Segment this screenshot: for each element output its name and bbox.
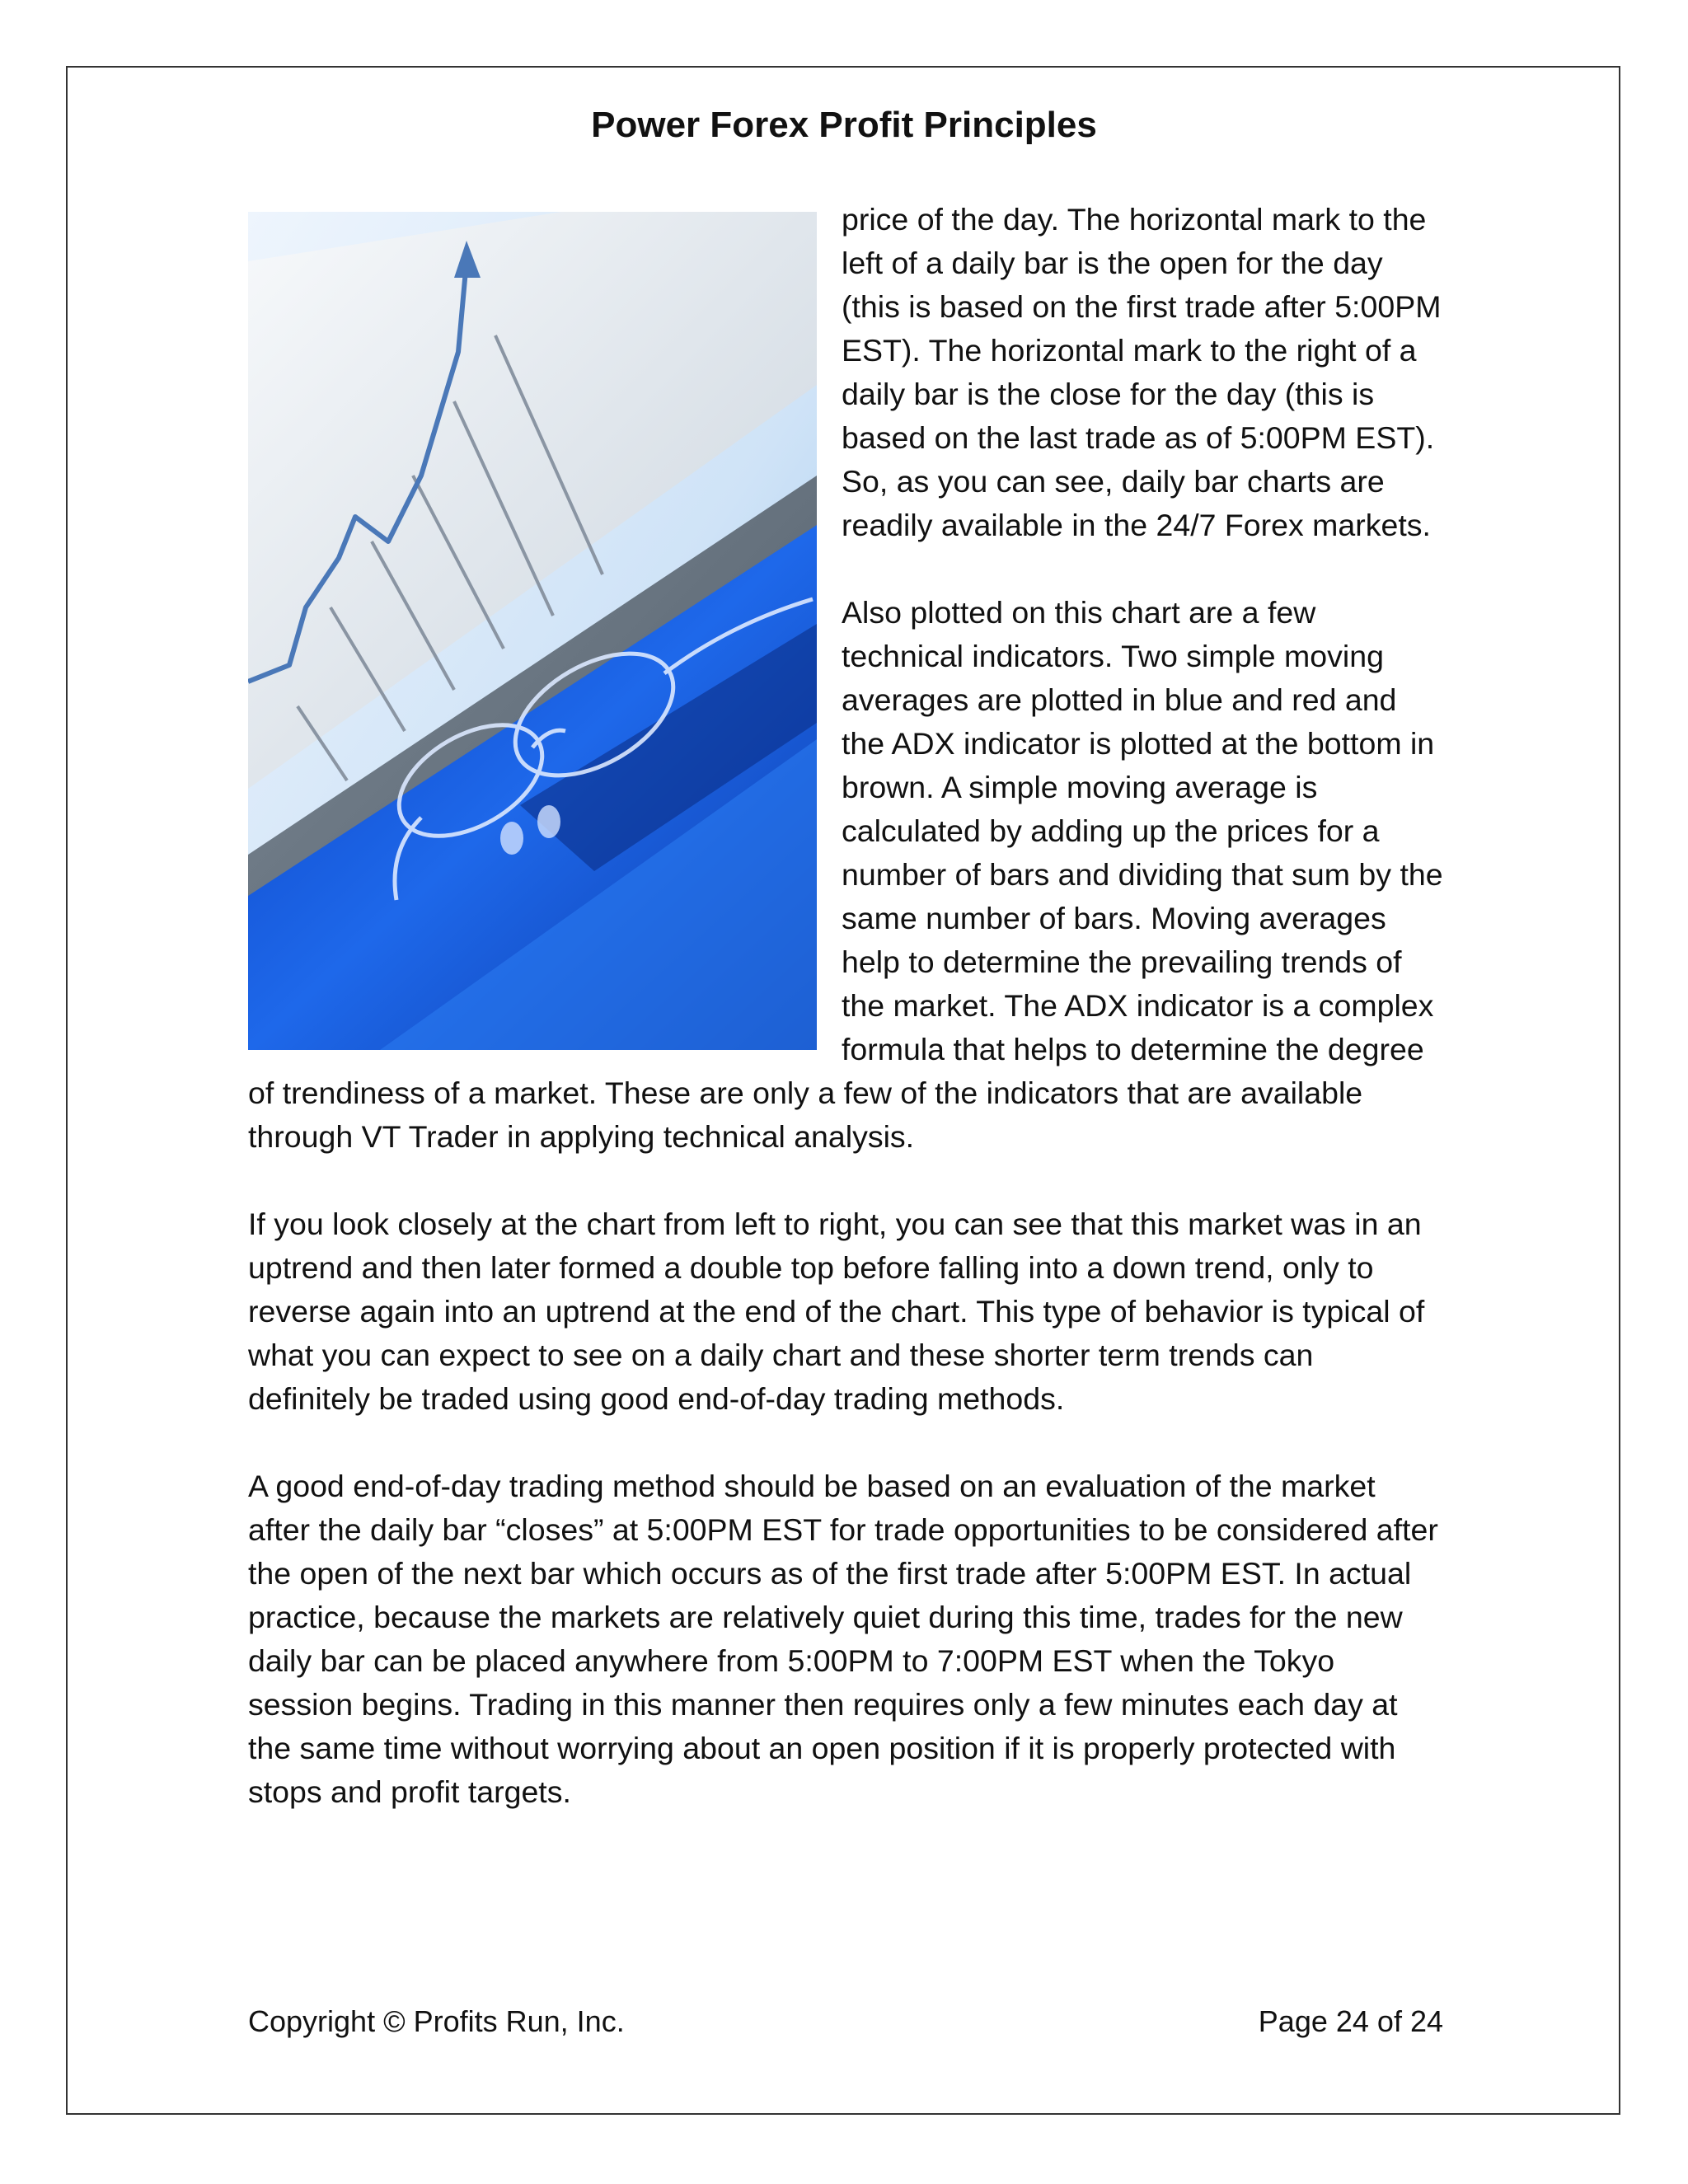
stock-chart-glasses-photo <box>248 212 817 1050</box>
page-title: Power Forex Profit Principles <box>591 105 1097 145</box>
paragraph-trend-analysis: If you look closely at the chart from left to right, you can see that this market was in an uptrend and then later formed a double top before falling into a down trend, only to reverse again into an uptrend at the end of the chart. This type of behavior is typical of what you can expect to see on a daily chart and these shorter term trends can definitely be traded using good end-of-day trading methods. <box>248 1207 1425 1416</box>
paragraph-daily-bars: price of the day. The horizontal mark to the left of a daily bar is the open for the day (this is based on the first trade after 5:00PM EST). The horizontal mark to the right of a daily bar is the close for the day (this is based on the last trade as of 5:00PM EST). So, as you can see, daily bar charts are readily available in the 24/7 Forex markets. <box>842 202 1442 542</box>
paragraph-end-of-day-method: A good end-of-day trading method should be based on an evaluation of the market after the daily bar “closes” at 5:00PM EST for trade opportunities to be considered after the open of the next bar which occurs as of the first trade after 5:00PM EST. In actual practice, because the markets are relatively quiet during this time, trades for the new daily bar can be placed anywhere from 5:00PM to 7:00PM EST when the Tokyo session begins. Trading in this manner then requires only a few minutes each day at the same time without worrying about an open position if it is properly protected with stops and profit targets. <box>248 1469 1438 1809</box>
paragraph-technical-indicators: Also plotted on this chart are a few technical indicators. Two simple moving averages are plotted in blue and red and the ADX indicator is plotted at the bottom in brown. A simple moving average is calculated by adding up the prices for a number of bars and dividing that sum by the same number of bars. Moving averages help to determine the prevailing trends of the market. The ADX indicator is a complex formula that helps to determine the degree of trendiness of a market. These are only a few of the indicators that are available through VT Trader in applying technical analysis. <box>248 595 1443 1154</box>
copyright-notice: Copyright © Profits Run, Inc. <box>248 2004 625 2038</box>
document-body <box>248 198 1443 1858</box>
page-number: Page 24 of 24 <box>1258 2004 1443 2038</box>
page-footer <box>248 2001 1443 2042</box>
